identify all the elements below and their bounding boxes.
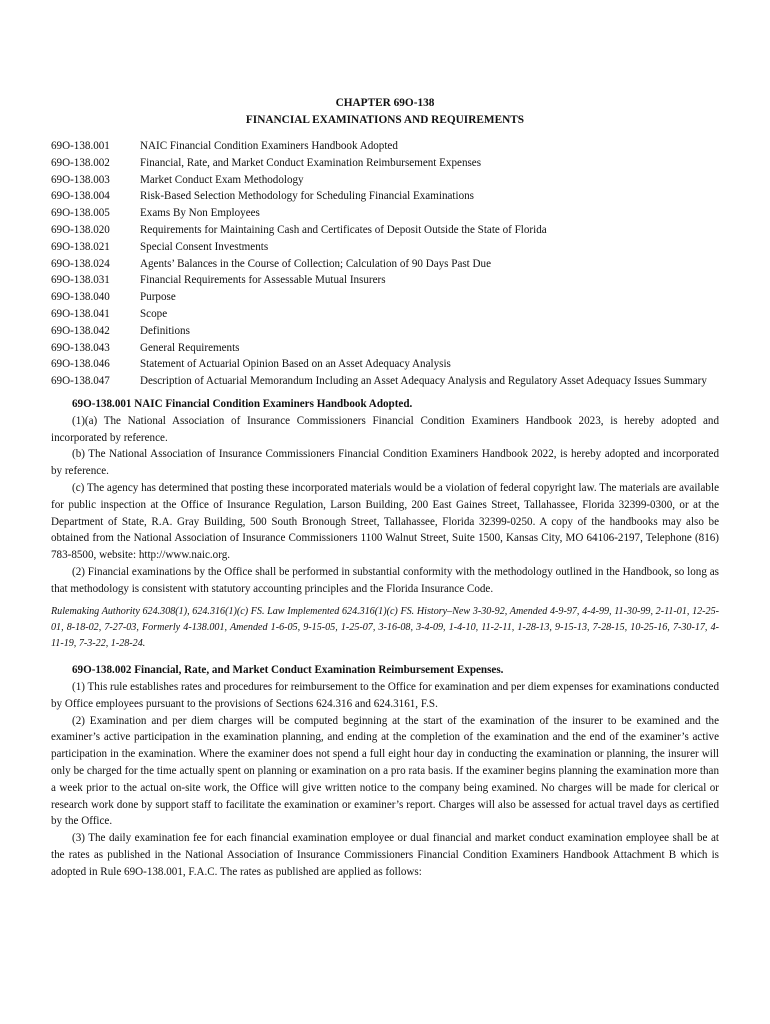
toc-row (51, 323, 719, 340)
toc-rule-title: Financial, Rate, and Market Conduct Examination Reimbursement Expenses (140, 156, 482, 169)
toc-rule-title: Market Conduct Exam Methodology (140, 173, 304, 186)
rule-paragraph: (2) Financial examinations by the Office shall be performed in substantial conformity with the methodology outlined in the Handbook, so long as that methodology is consistent with statutory accounting principles and the Florida Insurance Code. (51, 565, 719, 595)
rule-paragraph: (2) Examination and per diem charges will be computed beginning at the start of the examination of the insurer to be examined and the examiner’s active participation in the examination planning, and ending at the completion of the examination and the end of the examiner’s active participation in the examination. Where the examiner does not spend a full eight hour day in conducting the examination or planning, the insurer will only be charged for the time actually spent on planning or examination on a pro rata basis. If the examiner begins planning the examination more than a week prior to the actual on-site work, the Office will give written notice to the company being examined. No charges will be made for clerical or research work done by support staff to facilitate the examination or examiner’s report. Charges will also be assessed for actual travel days as certified by the Office. (51, 714, 719, 828)
toc-rule-title: Risk-Based Selection Methodology for Scheduling Financial Examinations (140, 190, 474, 203)
toc-rule-number: 69O-138.042 (51, 324, 110, 337)
rule-heading: 69O-138.002 Financial, Rate, and Market Conduct Examination Reimbursement Expenses. (72, 664, 504, 677)
toc-rule-title: Agents’ Balances in the Course of Collection; Calculation of 90 Days Past Due (140, 257, 492, 270)
toc-rule-title: NAIC Financial Condition Examiners Handbook Adopted (140, 140, 398, 152)
toc-rule-title: Exams By Non Employees (140, 207, 260, 220)
toc-row (51, 172, 719, 189)
toc-rule-number: 69O-138.024 (51, 257, 110, 270)
toc-rule-title: Scope (140, 307, 168, 320)
toc-row (51, 138, 719, 155)
rule-paragraph: (1) This rule establishes rates and procedures for reimbursement to the Office for examination and per diem expenses for examinations conducted by Office employees pursuant to the provisions of Sections 624.316 and 624.3161, F.S. (51, 680, 719, 710)
rule-section-002 (51, 662, 719, 880)
toc-row (51, 289, 719, 306)
rule-history-note: Rulemaking Authority 624.308(1), 624.316(1)(c) FS. Law Implemented 624.316(1)(c) FS. History–New 3-30-92, Amended 4-9-97, 4-4-99, 11-30-99, 2-11-01, 12-25-01, 8-18-02, 7-27-03, Formerly 4-138.001, Amended 1-6-05, 9-15-05, 1-25-07, 3-16-08, 3-4-09, 1-4-10, 11-2-11, 1-28-13, 9-15-13, 7-28-15, 10-25-16, 7-30-17, 4-11-19, 7-3-22, 1-28-24. (51, 605, 719, 649)
table-of-contents (51, 138, 719, 390)
toc-rule-number: 69O-138.031 (51, 274, 110, 287)
rule-heading: 69O-138.001 NAIC Financial Condition Examiners Handbook Adopted. (72, 397, 413, 410)
toc-row (51, 155, 719, 172)
toc-row (51, 373, 719, 390)
toc-rule-number: 69O-138.043 (51, 341, 110, 354)
toc-rule-title: Description of Actuarial Memorandum Including an Asset Adequacy Analysis and Regulatory Asset Adequacy Issues Summary (140, 375, 707, 388)
toc-rule-number: 69O-138.004 (51, 190, 110, 203)
toc-rule-number: 69O-138.041 (51, 307, 110, 320)
toc-rule-number: 69O-138.046 (51, 358, 110, 371)
toc-rule-title: Special Consent Investments (140, 240, 269, 253)
toc-rule-number: 69O-138.001 (51, 140, 110, 152)
toc-rule-number: 69O-138.021 (51, 240, 110, 253)
rule-paragraph: (3) The daily examination fee for each financial examination employee or dual financial and market conduct examination employee shall be at the rates as published in the National Association of Insurance Commissioners Financial Condition Examiners Handbook Attachment B which is adopted in Rule 69O-138.001, F.A.C. The rates as published are applied as follows: (51, 832, 719, 878)
rule-paragraph: (1)(a) The National Association of Insurance Commissioners Financial Condition Examiners Handbook 2023, is hereby adopted and incorporated by reference. (51, 414, 719, 444)
toc-rule-title: Financial Requirements for Assessable Mutual Insurers (140, 274, 386, 287)
toc-rule-number: 69O-138.002 (51, 156, 110, 169)
toc-row (51, 205, 719, 222)
chapter-subtitle: FINANCIAL EXAMINATIONS AND REQUIREMENTS (245, 114, 525, 126)
toc-row (51, 188, 719, 205)
rule-section-001 (51, 396, 719, 652)
rule-paragraph: (b) The National Association of Insurance Commissioners Financial Condition Examiners Handbook 2022, is hereby adopted and incorporated by reference. (51, 448, 719, 478)
toc-rule-number: 69O-138.005 (51, 207, 110, 220)
chapter-title: CHAPTER 69O-138 (335, 97, 435, 109)
toc-row (51, 340, 719, 357)
toc-row (51, 306, 719, 323)
toc-row (51, 356, 719, 373)
toc-rule-number: 69O-138.020 (51, 223, 110, 236)
toc-row (51, 256, 719, 273)
toc-rule-number: 69O-138.003 (51, 173, 110, 186)
toc-row (51, 272, 719, 289)
toc-rule-title: Definitions (140, 324, 190, 337)
toc-rule-title: Requirements for Maintaining Cash and Certificates of Deposit Outside the State of Florida (140, 223, 547, 236)
toc-row (51, 239, 719, 256)
rule-paragraph: (c) The agency has determined that posting these incorporated materials would be a violation of federal copyright law. The materials are available for public inspection at the Office of Insurance Regulation, Larson Building, 200 East Gaines Street, Tallahassee, Florida 32399-0300, or at the Department of State, R.A. Gray Building, 500 South Bronough Street, Tallahassee, Florida 32399-0250. A copy of the handbooks may also be obtained from the National Association of Insurance Commissioners 1100 Walnut Street, Suite 1500, Kansas City, MO 64106-2197, Telephone (816) 783-8500, website: http://www.naic.org. (51, 481, 719, 562)
toc-rule-title: Statement of Actuarial Opinion Based on an Asset Adequacy Analysis (140, 358, 451, 371)
toc-rule-title: General Requirements (140, 341, 240, 354)
toc-rule-number: 69O-138.047 (51, 375, 110, 388)
toc-rule-title: Purpose (140, 291, 176, 304)
toc-row (51, 222, 719, 239)
toc-rule-number: 69O-138.040 (51, 291, 110, 304)
